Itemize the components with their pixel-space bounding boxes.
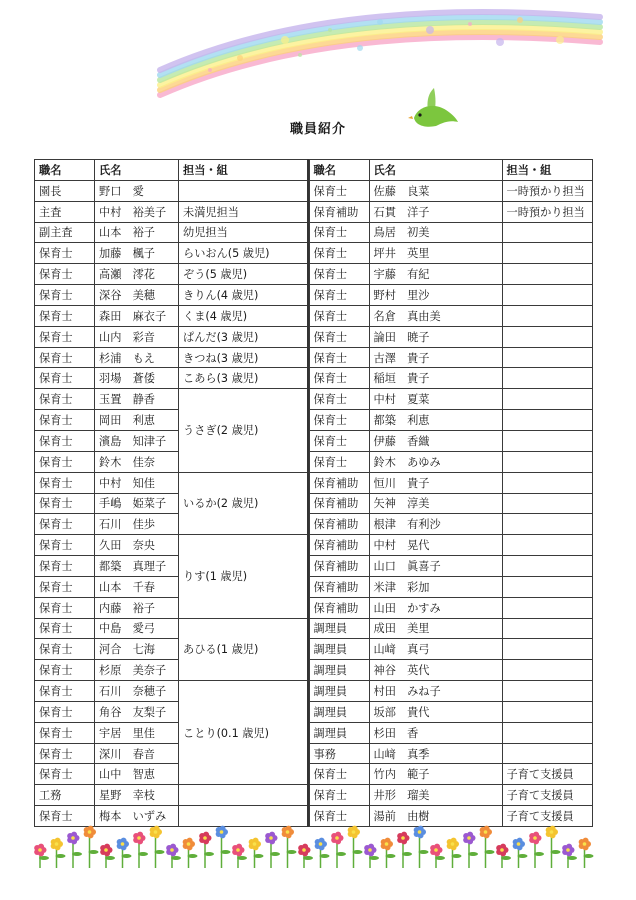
sparkle-dot <box>426 26 434 34</box>
cell-name: 中村 晃代 <box>369 535 502 556</box>
staff-tables <box>34 159 592 824</box>
cell-role: 調理員 <box>309 681 369 702</box>
cell-name: 坪井 英里 <box>369 243 502 264</box>
cell-role: 保育士 <box>35 243 95 264</box>
flower-icon <box>150 826 162 839</box>
cell-role: 保育士 <box>35 576 95 597</box>
table-row <box>309 764 592 785</box>
flower-icon <box>562 844 574 857</box>
flower-icon <box>67 832 79 845</box>
cell-duty: らいおん(5 歳児) <box>179 243 308 264</box>
cell-role: 保育士 <box>309 305 369 326</box>
cell-role: 保育士 <box>35 326 95 347</box>
cell-duty: ぞう(5 歳児) <box>179 264 308 285</box>
flower-icon <box>216 826 228 839</box>
cell-name: 玉置 静香 <box>95 389 179 410</box>
sparkle-dot <box>377 19 383 25</box>
cell-role: 保育士 <box>35 472 95 493</box>
cell-duty <box>502 410 592 431</box>
cell-name: 高瀬 澪花 <box>95 264 179 285</box>
cell-name: 村田 みね子 <box>369 681 502 702</box>
cell-role: 保育補助 <box>309 514 369 535</box>
cell-role: 保育補助 <box>309 556 369 577</box>
cell-name: 深川 春音 <box>95 743 179 764</box>
cell-duty <box>179 180 308 201</box>
cell-name: 石貫 洋子 <box>369 201 502 222</box>
flower-icon <box>199 832 211 845</box>
cell-duty <box>502 681 592 702</box>
cell-duty <box>502 514 592 535</box>
cell-name: 山本 千春 <box>95 576 179 597</box>
cell-duty <box>502 451 592 472</box>
table-row <box>309 285 592 306</box>
cell-role: 保育士 <box>35 764 95 785</box>
cell-role: 保育士 <box>309 410 369 431</box>
cell-duty: あひる(1 歳児) <box>179 618 308 681</box>
cell-role: 保育士 <box>309 785 369 806</box>
table-row <box>309 264 592 285</box>
cell-duty <box>502 597 592 618</box>
cell-duty: ぱんだ(3 歳児) <box>179 326 308 347</box>
flower-icon <box>100 844 112 857</box>
flower-icon <box>397 832 409 845</box>
header-role: 職名 <box>309 160 369 181</box>
flower-icon <box>183 838 195 851</box>
flower-icon <box>579 838 591 851</box>
cell-name: 坂部 貴代 <box>369 701 502 722</box>
flower-border-decoration <box>34 810 602 870</box>
cell-role: 保育士 <box>35 681 95 702</box>
cell-duty <box>502 285 592 306</box>
cell-name: 鳥居 初美 <box>369 222 502 243</box>
cell-name: 山中 智恵 <box>95 764 179 785</box>
cell-role: 保育士 <box>309 243 369 264</box>
cell-duty <box>502 701 592 722</box>
flower-icon <box>348 826 360 839</box>
table-row <box>35 368 308 389</box>
cell-name: 角谷 友梨子 <box>95 701 179 722</box>
flower-icon <box>133 832 145 845</box>
cell-role: 副主査 <box>35 222 95 243</box>
cell-role: 保育士 <box>35 410 95 431</box>
table-row <box>309 785 592 806</box>
header-role: 職名 <box>35 160 95 181</box>
cell-name: 山﨑 真弓 <box>369 639 502 660</box>
cell-duty <box>502 430 592 451</box>
cell-duty: きつね(3 歳児) <box>179 347 308 368</box>
cell-name: 岡田 利恵 <box>95 410 179 431</box>
cell-role: 園長 <box>35 180 95 201</box>
cell-role: 保育士 <box>309 180 369 201</box>
cell-role: 保育士 <box>35 722 95 743</box>
cell-role: 保育士 <box>35 493 95 514</box>
table-row <box>309 701 592 722</box>
cell-name: 中村 裕美子 <box>95 201 179 222</box>
cell-role: 保育士 <box>35 451 95 472</box>
cell-name: 名倉 真由美 <box>369 305 502 326</box>
cell-name: 稲垣 貴子 <box>369 368 502 389</box>
table-row <box>309 389 592 410</box>
table-row <box>309 222 592 243</box>
table-row <box>309 556 592 577</box>
table-row <box>309 743 592 764</box>
cell-name: 佐藤 良菜 <box>369 180 502 201</box>
cell-name: 古澤 貴子 <box>369 347 502 368</box>
cell-duty: くま(4 歳児) <box>179 305 308 326</box>
cell-duty <box>502 222 592 243</box>
table-row <box>35 472 308 493</box>
flower-icon <box>463 832 475 845</box>
cell-duty: きりん(4 歳児) <box>179 285 308 306</box>
cell-name: 星野 幸枝 <box>95 785 179 806</box>
cell-duty: りす(1 歳児) <box>179 535 308 618</box>
cell-name: 井形 瑠美 <box>369 785 502 806</box>
cell-name: 山内 彩音 <box>95 326 179 347</box>
cell-duty: 未満児担当 <box>179 201 308 222</box>
cell-name: 河合 七海 <box>95 639 179 660</box>
flower-icon <box>447 838 459 851</box>
rainbow-decoration <box>0 0 636 110</box>
flower-icon <box>364 844 376 857</box>
cell-role: 調理員 <box>309 701 369 722</box>
flower-icon <box>430 844 442 857</box>
cell-duty <box>502 472 592 493</box>
cell-name: 論田 暁子 <box>369 326 502 347</box>
table-row <box>35 535 308 556</box>
cell-name: 神谷 英代 <box>369 660 502 681</box>
table-row <box>309 410 592 431</box>
cell-name: 野村 里沙 <box>369 285 502 306</box>
cell-duty <box>502 389 592 410</box>
sparkle-dot <box>468 22 472 26</box>
cell-role: 保育補助 <box>309 535 369 556</box>
cell-role: 調理員 <box>309 722 369 743</box>
cell-duty: こあら(3 歳児) <box>179 368 308 389</box>
sparkle-dot <box>357 45 363 51</box>
cell-name: 梅本 いずみ <box>95 806 179 827</box>
table-row <box>35 389 308 410</box>
header-name: 氏名 <box>95 160 179 181</box>
cell-duty: 幼児担当 <box>179 222 308 243</box>
cell-name: 湯前 由樹 <box>369 806 502 827</box>
table-row <box>309 576 592 597</box>
staff-table-left <box>34 159 309 827</box>
cell-role: 保育補助 <box>309 201 369 222</box>
cell-name: 野口 愛 <box>95 180 179 201</box>
cell-duty: いるか(2 歳児) <box>179 472 308 535</box>
cell-duty <box>502 660 592 681</box>
cell-duty <box>502 576 592 597</box>
flower-icon <box>232 844 244 857</box>
table-row <box>35 785 308 806</box>
cell-duty: 子育て支援員 <box>502 764 592 785</box>
flower-icon <box>414 826 426 839</box>
table-row <box>309 243 592 264</box>
flower-icon <box>117 838 129 851</box>
cell-role: 調理員 <box>309 618 369 639</box>
cell-duty <box>502 243 592 264</box>
cell-role: 保育士 <box>35 535 95 556</box>
cell-name: 山口 眞喜子 <box>369 556 502 577</box>
cell-role: 保育士 <box>35 368 95 389</box>
cell-duty <box>502 535 592 556</box>
table-row <box>309 597 592 618</box>
table-row <box>35 243 308 264</box>
cell-duty <box>502 493 592 514</box>
cell-role: 保育士 <box>35 430 95 451</box>
cell-name: 山田 かすみ <box>369 597 502 618</box>
flower-icon <box>331 832 343 845</box>
cell-name: 根津 有利沙 <box>369 514 502 535</box>
table-header-row <box>309 160 592 181</box>
table-row <box>35 347 308 368</box>
staff-table-right <box>309 159 593 827</box>
cell-name: 羽場 蒼倭 <box>95 368 179 389</box>
cell-name: 恒川 貴子 <box>369 472 502 493</box>
flower-icon <box>381 838 393 851</box>
flower-icon <box>513 838 525 851</box>
cell-name: 竹内 範子 <box>369 764 502 785</box>
cell-duty <box>502 264 592 285</box>
table-row <box>309 451 592 472</box>
table-row <box>309 180 592 201</box>
table-row <box>309 535 592 556</box>
sparkle-dot <box>556 36 564 44</box>
cell-duty: 子育て支援員 <box>502 785 592 806</box>
cell-role: 保育士 <box>309 368 369 389</box>
cell-duty: ことり(0.1 歳児) <box>179 681 308 785</box>
flower-icon <box>496 844 508 857</box>
cell-role: 保育士 <box>35 264 95 285</box>
table-row <box>309 493 592 514</box>
table-header-row <box>35 160 308 181</box>
table-row <box>35 201 308 222</box>
sparkle-dot <box>298 53 302 57</box>
sparkle-dot <box>281 36 289 44</box>
cell-role: 保育補助 <box>309 472 369 493</box>
cell-role: 主査 <box>35 201 95 222</box>
cell-role: 工務 <box>35 785 95 806</box>
cell-duty: うさぎ(2 歳児) <box>179 389 308 472</box>
table-row <box>309 639 592 660</box>
table-row <box>35 618 308 639</box>
cell-role: 保育士 <box>35 701 95 722</box>
cell-name: 都築 真理子 <box>95 556 179 577</box>
cell-duty <box>502 326 592 347</box>
cell-name: 伊藤 香織 <box>369 430 502 451</box>
cell-name: 中村 知佳 <box>95 472 179 493</box>
header-duty: 担当・組 <box>502 160 592 181</box>
cell-name: 中島 愛弓 <box>95 618 179 639</box>
cell-name: 杉浦 もえ <box>95 347 179 368</box>
cell-duty <box>502 556 592 577</box>
table-row <box>309 660 592 681</box>
flower-icon <box>480 826 492 839</box>
cell-duty: 一時預かり担当 <box>502 180 592 201</box>
flower-icon <box>51 838 63 851</box>
flower-icon <box>34 844 46 857</box>
cell-role: 保育士 <box>309 347 369 368</box>
cell-role: 調理員 <box>309 660 369 681</box>
table-row <box>309 305 592 326</box>
flower-icon <box>249 838 261 851</box>
cell-name: 中村 夏菜 <box>369 389 502 410</box>
table-row <box>35 681 308 702</box>
cell-role: 保育士 <box>309 285 369 306</box>
cell-duty: 子育て支援員 <box>502 806 592 827</box>
cell-role: 保育士 <box>309 806 369 827</box>
cell-role: 保育士 <box>309 389 369 410</box>
cell-role: 保育士 <box>309 222 369 243</box>
cell-role: 保育士 <box>35 556 95 577</box>
cell-name: 石川 奈穂子 <box>95 681 179 702</box>
flower-icon <box>529 832 541 845</box>
table-row <box>35 326 308 347</box>
cell-name: 杉原 美奈子 <box>95 660 179 681</box>
cell-name: 杉田 香 <box>369 722 502 743</box>
sparkle-dot <box>496 38 504 46</box>
cell-role: 保育士 <box>35 305 95 326</box>
table-row <box>309 681 592 702</box>
page-title: 職員紹介 <box>289 122 346 137</box>
cell-duty <box>502 743 592 764</box>
table-row <box>309 722 592 743</box>
cell-duty: 一時預かり担当 <box>502 201 592 222</box>
cell-duty <box>179 785 308 806</box>
table-row <box>35 180 308 201</box>
cell-name: 濱島 知津子 <box>95 430 179 451</box>
cell-name: 米津 彩加 <box>369 576 502 597</box>
cell-role: 保育士 <box>309 326 369 347</box>
table-row <box>309 472 592 493</box>
cell-role: 保育士 <box>309 430 369 451</box>
cell-role: 保育士 <box>309 264 369 285</box>
table-row <box>309 347 592 368</box>
cell-duty <box>502 722 592 743</box>
cell-name: 内藤 裕子 <box>95 597 179 618</box>
flower-icon <box>546 826 558 839</box>
cell-name: 山﨑 真季 <box>369 743 502 764</box>
cell-name: 石川 佳歩 <box>95 514 179 535</box>
flower-icon <box>265 832 277 845</box>
cell-name: 鈴木 佳奈 <box>95 451 179 472</box>
cell-name: 深谷 美穂 <box>95 285 179 306</box>
cell-duty <box>502 305 592 326</box>
cell-duty <box>502 639 592 660</box>
cell-role: 保育士 <box>309 451 369 472</box>
flower-icon <box>166 844 178 857</box>
table-row <box>309 201 592 222</box>
header-name: 氏名 <box>369 160 502 181</box>
cell-role: 調理員 <box>309 639 369 660</box>
cell-role: 保育補助 <box>309 576 369 597</box>
cell-name: 山本 裕子 <box>95 222 179 243</box>
cell-name: 成田 美里 <box>369 618 502 639</box>
sparkle-dot <box>517 17 523 23</box>
table-row <box>35 264 308 285</box>
cell-role: 保育士 <box>35 597 95 618</box>
cell-role: 保育補助 <box>309 597 369 618</box>
table-row <box>309 514 592 535</box>
cell-duty <box>502 618 592 639</box>
header-duty: 担当・組 <box>179 160 308 181</box>
cell-role: 保育士 <box>35 806 95 827</box>
cell-name: 手嶋 姫菜子 <box>95 493 179 514</box>
cell-name: 都築 利恵 <box>369 410 502 431</box>
table-row <box>35 305 308 326</box>
cell-name: 鈴木 あゆみ <box>369 451 502 472</box>
cell-role: 保育士 <box>35 285 95 306</box>
cell-role: 保育補助 <box>309 493 369 514</box>
flower-icon <box>298 844 310 857</box>
cell-name: 加藤 楓子 <box>95 243 179 264</box>
cell-role: 保育士 <box>35 347 95 368</box>
cell-duty <box>502 347 592 368</box>
cell-name: 久田 奈央 <box>95 535 179 556</box>
sparkle-dot <box>328 28 332 32</box>
cell-role: 保育士 <box>35 618 95 639</box>
cell-name: 宇居 里佳 <box>95 722 179 743</box>
cell-duty <box>502 368 592 389</box>
cell-role: 保育士 <box>35 389 95 410</box>
table-row <box>35 222 308 243</box>
cell-role: 保育士 <box>309 764 369 785</box>
cell-role: 保育士 <box>35 639 95 660</box>
sparkle-dot <box>208 68 212 72</box>
cell-role: 保育士 <box>35 514 95 535</box>
sparkle-dot <box>237 55 243 61</box>
table-row <box>309 430 592 451</box>
cell-name: 森田 麻衣子 <box>95 305 179 326</box>
table-row <box>309 618 592 639</box>
table-row <box>309 368 592 389</box>
cell-name: 矢神 淳美 <box>369 493 502 514</box>
cell-role: 事務 <box>309 743 369 764</box>
flower-icon <box>315 838 327 851</box>
cell-role: 保育士 <box>35 660 95 681</box>
cell-role: 保育士 <box>35 743 95 764</box>
flower-icon <box>84 826 96 839</box>
flower-icon <box>282 826 294 839</box>
cell-name: 宇藤 有紀 <box>369 264 502 285</box>
table-row <box>35 285 308 306</box>
table-row <box>309 326 592 347</box>
